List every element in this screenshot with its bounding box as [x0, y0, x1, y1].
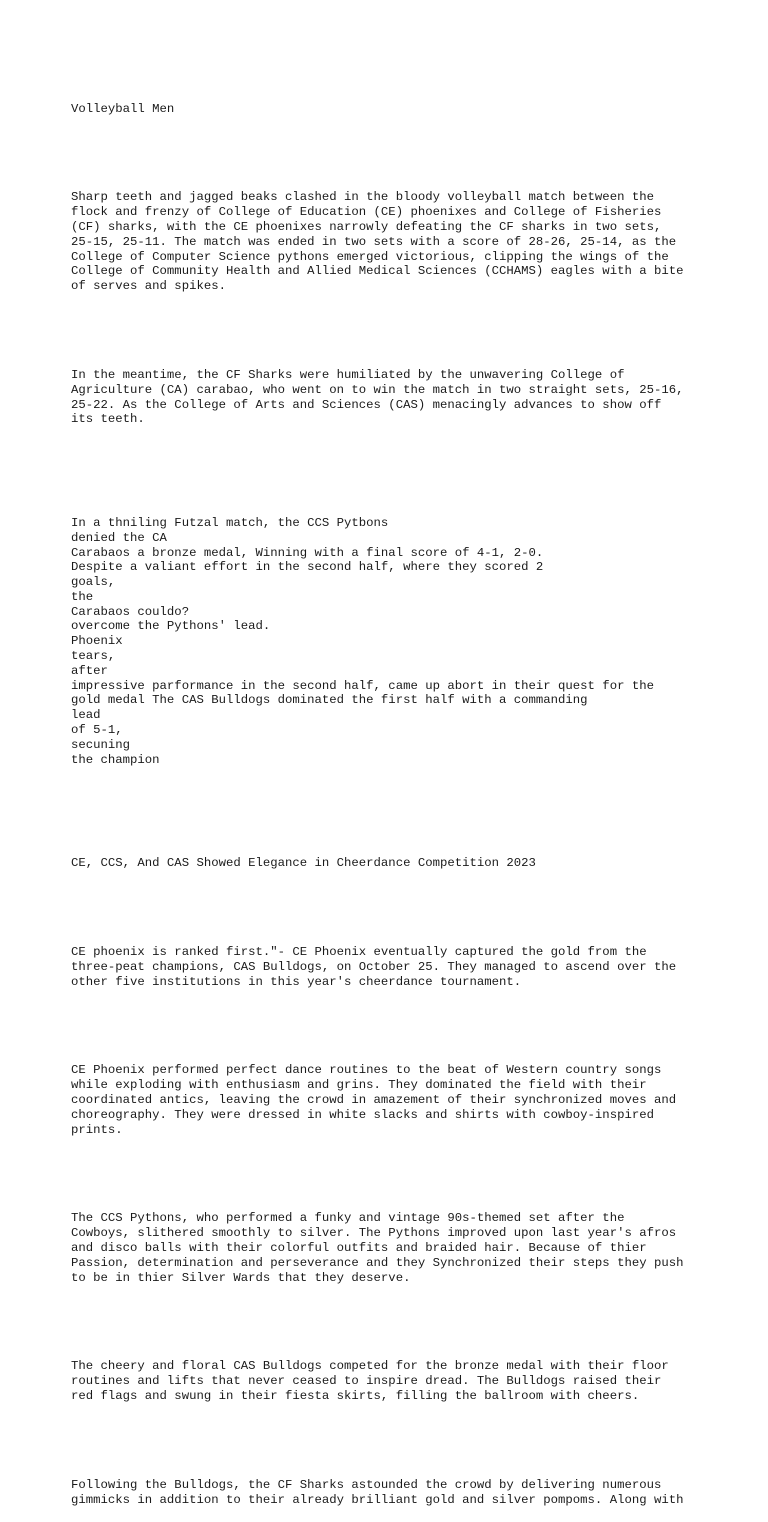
- paragraph-ce-ranked-first: CE phoenix is ranked first."- CE Phoenix eventually captured the gold from the three-peat champions, CAS Bulldogs, on October 25. They managed to ascend over the other five institutions in this year's cheerdance tournament.: [71, 945, 677, 989]
- paragraph-ce-performance: CE Phoenix performed perfect dance routines to the beat of Western country songs while exploding with enthusiasm and grins. They dominated the field with their coordinated antics, leaving the crowd in amazement of their synchronized moves and choreography. They were dressed in white slacks and shirts with cowboy-inspired prints.: [71, 1063, 677, 1137]
- section-heading-cheerdance: CE, CCS, And CAS Showed Elegance in Cheerdance Competition 2023: [71, 856, 536, 871]
- section-heading-volleyball: Volleyball Men: [71, 101, 175, 116]
- paragraph-volleyball-ce-cf: Sharp teeth and jagged beaks clashed in the bloody volleyball match between the flock and frenzy of College of Education (CE) phoenixes and College of Fisheries (CF) sharks, with the CE phoenixes narrowly defeating the CF sharks in two sets, 25-15, 25-11. The match was ended in two sets with a score of 28-26, 25-14, as the College of Computer Science pythons emerged victorious, clipping the wings of the College of Community Health and Allied Medical Sciences (CCHAMS) eagles with a bite of serves and spikes.: [71, 190, 684, 294]
- paragraph-ccs-pythons: The CCS Pythons, who performed a funky and vintage 90s-themed set after the Cowboys, slithered smoothly to silver. The Pythons improved upon last year's afros and disco balls with their colorful outfits and braided hair. Because of thier Passion, determination and perseverance and they Synchronized their steps they push to be in thier Silver Wards that they deserve.: [71, 1211, 684, 1285]
- paragraph-cas-bulldogs: The cheery and floral CAS Bulldogs competed for the bronze medal with their floor routines and lifts that never ceased to inspire dread. The Bulldogs raised their red flags and swung in their fiesta skirts, filling the ballroom with cheers.: [71, 1359, 669, 1403]
- document-page: [71, 72, 711, 1522]
- paragraph-cf-sharks: Following the Bulldogs, the CF Sharks astounded the crowd by delivering numerous gimmicks in addition to their already brilliant gold and silver pompoms. Along with: [71, 1477, 684, 1507]
- paragraph-volleyball-cf-ca: In the meantime, the CF Sharks were humiliated by the unwavering College of Agriculture (CA) carabao, who went on to win the match in two straight sets, 25-16, 25-22. As the College of Arts and Sciences (CAS) menacingly advances to show off its teeth.: [71, 367, 684, 427]
- paragraph-futsal: In a thniling Futzal match, the CCS Pytbons denied the CA Carabaos a bronze medal, Winning with a final score of 4-1, 2-0. Despite a valiant effort in the second half, where they scored 2 goals, the Carabaos couldo? overcome the Pythons' lead. Phoenix tears, after impressive parformance in the second half, came up abort in their quest for the gold medal The CAS Bulldogs dominated the first half with a commanding lead of 5-1, secuning the champion: [71, 515, 654, 767]
